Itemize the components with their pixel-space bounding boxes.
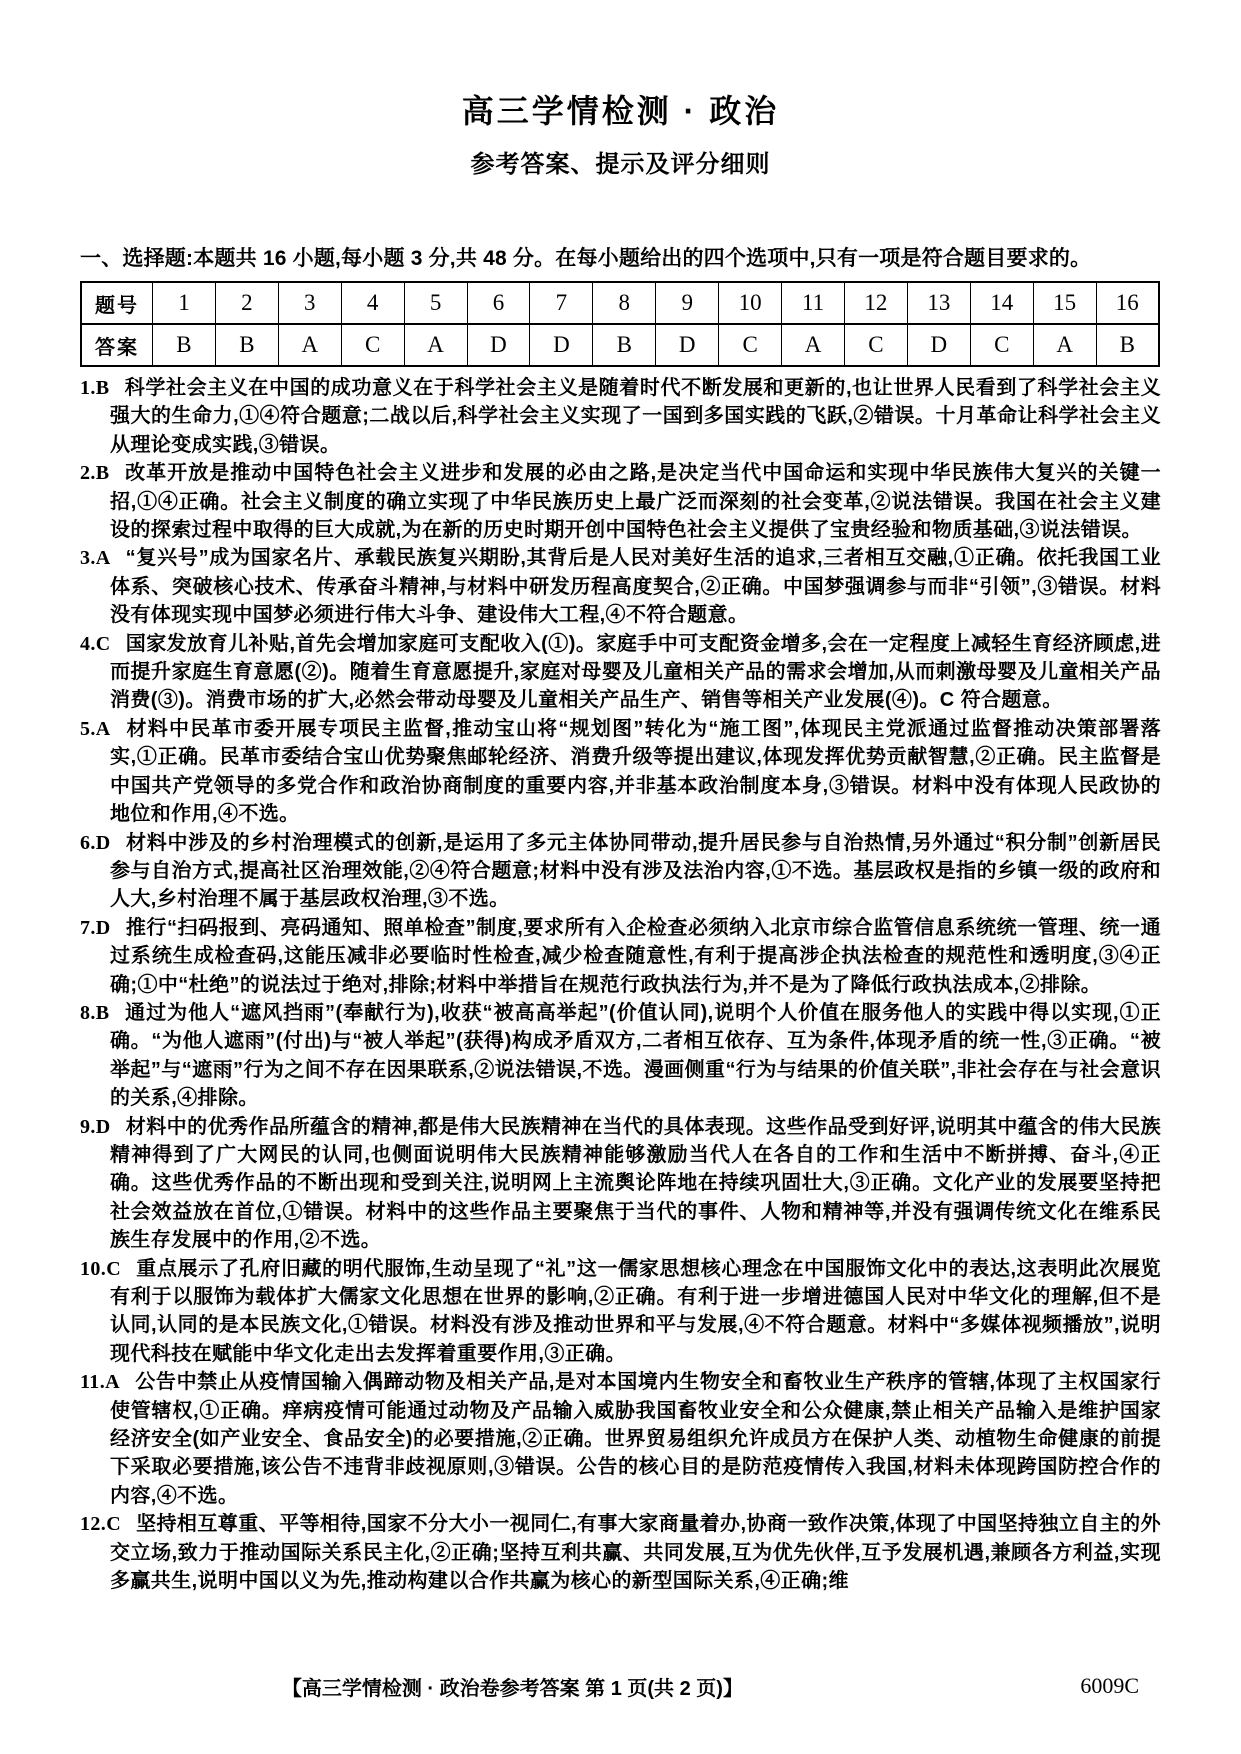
explanation-item <box>80 459 1161 544</box>
explanation-item <box>80 1368 1161 1510</box>
explanation-item <box>80 715 1161 829</box>
explanation-item <box>80 1113 1161 1255</box>
explanation-text: 坚持相互尊重、平等相待,国家不分大小一视同仁,有事大家商量着办,协商一致作决策,体现了中国坚持独立自主的外交立场,致力于推动国际关系民主化,②正确;坚持互利共赢、共同发展,互为优先伙伴,互予发展机遇,兼顾各方利益,实现多赢共生,说明中国以义为先,推动构建以合作共赢为核心的新型国际关系,④正确;维 <box>110 1513 1161 1593</box>
question-answer-label: 5.A <box>80 717 111 740</box>
explanation-text: 国家发放育儿补贴,首先会增加家庭可支配收入(①)。家庭手中可支配资金增多,会在一定程度上减轻生育经济顾虑,进而提升家庭生育意愿(②)。随着生育意愿提升,家庭对母婴及儿童相关产品的需求会增加,从而刺激母婴及儿童相关产品消费(③)。消费市场的扩大,必然会带动母婴及儿童相关产品生产、销售等相关产业发展(④)。C 符合题意。 <box>110 632 1161 712</box>
explanation-text: 材料中民革市委开展专项民主监督,推动宝山将“规划图”转化为“施工图”,体现民主党派通过监督推动决策部署落实,①正确。民革市委结合宝山优势聚焦邮轮经济、消费升级等提出建议,体现发挥优势贡献智慧,②正确。民主监督是中国共产党领导的多党合作和政治协商制度的重要内容,并非基本政治制度本身,③错误。材料中没有体现人民政协的地位和作用,④不选。 <box>110 717 1161 826</box>
answer-letter-cell: D <box>656 324 719 366</box>
answer-letter-cell: B <box>1096 324 1159 366</box>
answer-letter-cell: B <box>215 324 278 366</box>
answer-letter-cell: A <box>782 324 845 366</box>
answer-letter-cell: A <box>278 324 341 366</box>
explanation-text: 重点展示了孔府旧藏的明代服饰,生动呈现了“礼”这一儒家思想核心理念在中国服饰文化中的表达,这表明此次展览有利于以服饰为载体扩大儒家文化思想在世界的影响,②正确。有利于进一步增进德国人民对中华文化的理解,但不是认同,认同的是本民族文化,①错误。材料没有涉及推动世界和平与发展,④不符合题意。材料中“多媒体视频播放”,说明现代科技在赋能中华文化走出去发挥着重要作用,③正确。 <box>110 1257 1161 1365</box>
page-title: 高三学情检测 · 政治 <box>461 93 780 129</box>
answer-letter-cell: D <box>907 324 970 366</box>
answer-letter-cell: A <box>404 324 467 366</box>
answer-letter-cell: C <box>844 324 907 366</box>
question-number-cell: 6 <box>467 282 530 324</box>
answer-letter-cell: B <box>593 324 656 366</box>
question-answer-label: 6.D <box>80 831 111 854</box>
question-number-cell: 1 <box>153 282 216 324</box>
question-number-cell: 3 <box>278 282 341 324</box>
explanation-item <box>80 914 1161 999</box>
question-number-cell: 15 <box>1033 282 1096 324</box>
explanation-text: 改革开放是推动中国特色社会主义进步和发展的必由之路,是决定当代中国命运和实现中华民族伟大复兴的关键一招,①④正确。社会主义制度的确立实现了中华民族历史上最广泛而深刻的社会变革,②说法错误。我国在社会主义建设的探索过程中取得的巨大成就,为在新的历史时期开创中国特色社会主义提供了宝贵经验和物质基础,③说法错误。 <box>110 462 1161 542</box>
answer-letter-cell: D <box>467 324 530 366</box>
explanation-text: 材料中的优秀作品所蕴含的精神,都是伟大民族精神在当代的具体表现。这些作品受到好评,说明其中蕴含的伟大民族精神得到了广大网民的认同,也侧面说明伟大民族精神能够激励当代人在各自的工作和生活中不断拼搏、奋斗,④正确。这些优秀作品的不断出现和受到关注,说明网上主流舆论阵地在持续巩固壮大,③正确。文化产业的发展要坚持把社会效益放在首位,①错误。材料中的这些作品主要聚焦于当代的事件、人物和精神等,并没有强调传统文化在维系民族生存发展中的作用,②不选。 <box>110 1115 1161 1252</box>
question-number-cell: 14 <box>970 282 1033 324</box>
answer-key-table <box>80 281 1160 367</box>
answer-letter-cell: D <box>530 324 593 366</box>
explanation-item <box>80 1510 1161 1595</box>
explanation-text: 材料中涉及的乡村治理模式的创新,是运用了多元主体协同带动,提升居民参与自治热情,另外通过“积分制”创新居民参与自治方式,提高社区治理效能,②④符合题意;材料中没有涉及法治内容,①不选。基层政权是指的乡镇一级的政府和人大,乡村治理不属于基层政权治理,③不选。 <box>110 831 1161 911</box>
explanation-text: 通过为他人“遮风挡雨”(奉献行为),收获“被高高举起”(价值认同),说明个人价值在服务他人的实践中得以实现,①正确。“为他人遮雨”(付出)与“被人举起”(获得)构成矛盾双方,二者相互依存、互为条件,体现矛盾的统一性,③正确。“被举起”与“遮雨”行为之间不存在因果联系,②说法错误,不选。漫画侧重“行为与结果的价值关联”,非社会存在与社会意识的关系,④排除。 <box>110 1001 1161 1110</box>
explanation-item <box>80 544 1161 629</box>
question-answer-label: 10.C <box>80 1257 122 1280</box>
question-answer-label: 7.D <box>80 916 111 939</box>
question-number-row-label: 题号 <box>81 282 153 324</box>
question-number-cell: 2 <box>215 282 278 324</box>
question-number-cell: 8 <box>593 282 656 324</box>
question-number-cell: 9 <box>656 282 719 324</box>
explanation-text: 推行“扫码报到、亮码通知、照单检查”制度,要求所有入企检查必须纳入北京市综合监管信息系统统一管理、统一通过系统生成检查码,这能压减非必要临时性检查,减少检查随意性,有利于提高涉企执法检查的规范性和透明度,③④正确;①中“杜绝”的说法过于绝对,排除;材料中举措旨在规范行政执法行为,并不是为了降低行政执法成本,②排除。 <box>110 916 1161 996</box>
explanation-item <box>80 1255 1161 1369</box>
footer-caption: 【高三学情检测 · 政治卷参考答案 第 1 页(共 2 页)】 <box>281 1678 743 1700</box>
question-number-cell: 5 <box>404 282 467 324</box>
question-number-row <box>81 282 1159 324</box>
answer-letter-cell: C <box>341 324 404 366</box>
page-footer <box>80 1672 1161 1702</box>
question-answer-label: 2.B <box>80 462 110 485</box>
explanation-text: 科学社会主义在中国的成功意义在于科学社会主义是随着时代不断发展和更新的,也让世界人民看到了科学社会主义强大的生命力,①④符合题意;二战以后,科学社会主义实现了一国到多国实践的飞跃,②错误。十月革命让科学社会主义从理论变成实践,③错误。 <box>110 377 1161 456</box>
explanation-item <box>80 829 1161 914</box>
question-answer-label: 1.B <box>80 377 110 399</box>
answer-letter-cell: A <box>1033 324 1096 366</box>
explanations-list <box>80 374 1161 1595</box>
explanation-item <box>80 999 1161 1113</box>
question-answer-label: 12.C <box>80 1513 122 1536</box>
explanation-text: 公告中禁止从疫情国输入偶蹄动物及相关产品,是对本国境内生物安全和畜牧业生产秩序的管辖,体现了主权国家行使管辖权,①正确。痒病疫情可能通过动物及产品输入威胁我国畜牧业安全和公众健康,禁止相关产品输入是维护国家经济安全(如产业安全、食品安全)的必要措施,②正确。世界贸易组织允许成员方在保护人类、动植物生命健康的前提下采取必要措施,该公告不违背非歧视原则,③错误。公告的核心目的是防范疫情传入我国,材料未体现跨国防控合作的内容,④不选。 <box>110 1371 1161 1507</box>
question-number-cell: 16 <box>1096 282 1159 324</box>
answer-letter-cell: C <box>970 324 1033 366</box>
question-answer-label: 8.B <box>80 1001 110 1024</box>
answer-letter-cell: C <box>719 324 782 366</box>
section-instructions: 一、选择题:本题共 16 小题,每小题 3 分,共 48 分。在每小题给出的四个选项中,只有一项是符合题目要求的。 <box>80 247 1092 270</box>
explanation-item <box>80 630 1161 715</box>
question-number-cell: 7 <box>530 282 593 324</box>
question-number-cell: 12 <box>844 282 907 324</box>
question-number-cell: 10 <box>719 282 782 324</box>
paper-code: 6009C <box>1080 1673 1139 1698</box>
explanation-item <box>80 374 1161 459</box>
question-answer-label: 3.A <box>80 547 111 570</box>
answer-letter-cell: B <box>153 324 216 366</box>
explanation-text: “复兴号”成为国家名片、承载民族复兴期盼,其背后是人民对美好生活的追求,三者相互交融,①正确。依托我国工业体系、突破核心技术、传承奋斗精神,与材料中研发历程高度契合,②正确。中国梦强调参与而非“引领”,③错误。材料没有体现实现中国梦必须进行伟大斗争、建设伟大工程,④不符合题意。 <box>110 547 1161 627</box>
question-number-cell: 13 <box>907 282 970 324</box>
question-number-cell: 4 <box>341 282 404 324</box>
question-number-cell: 11 <box>782 282 845 324</box>
question-answer-label: 9.D <box>80 1115 111 1138</box>
question-answer-label: 4.C <box>80 632 111 655</box>
answer-row-label: 答案 <box>81 324 153 366</box>
answer-row <box>81 324 1159 366</box>
question-answer-label: 11.A <box>80 1371 120 1394</box>
page-subtitle: 参考答案、提示及评分细则 <box>470 151 771 178</box>
